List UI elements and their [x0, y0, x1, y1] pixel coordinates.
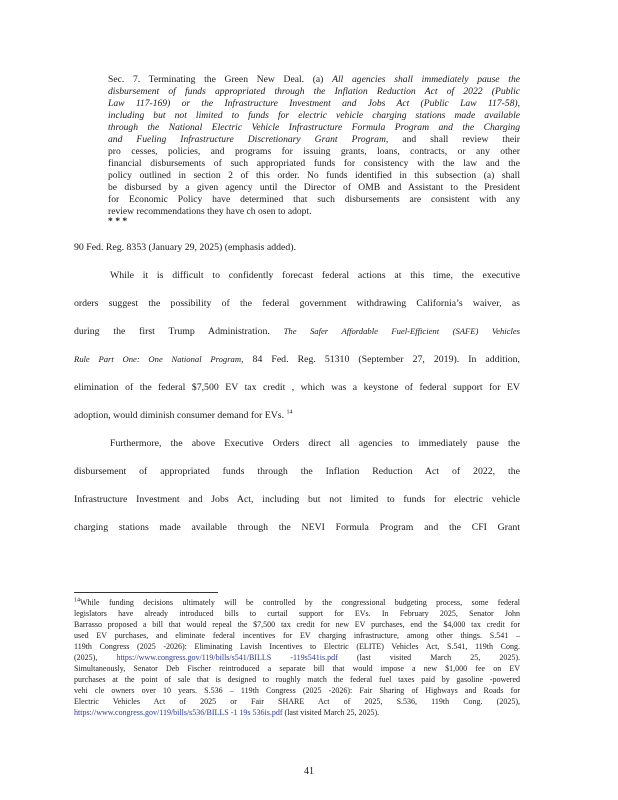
quote-ellipsis: * * *: [108, 216, 128, 227]
body-line: While it is difficult to confidently forecast federal actions at this time, the executive: [110, 270, 520, 281]
footnote-ref: 14: [286, 409, 293, 416]
body-line: orders suggest the possibility of the federal government withdrawing California’s waiver, as: [74, 298, 520, 309]
body-line: disbursement of appropriated funds through the Inflation Reduction Act of 2022, the: [74, 466, 520, 477]
body-line: charging stations made available through the NEVI Formula Program and the CFI Grant: [74, 522, 520, 533]
footnote-number: 14: [74, 597, 80, 604]
footnote-link-s536[interactable]: https://www.congress.gov/119/bills/s536/BILLS -1 19s 536is.pdf: [74, 708, 283, 717]
body-line: Infrastructure Investment and Jobs Act, including but not limited to funds for electric vehicle: [74, 494, 520, 505]
quote-line: review recommendations they have ch osen to adopt.: [108, 206, 312, 217]
footnote-line: $^{14}$While funding decisions ultimately will be controlled by the congressional budgeting process, some federal: [74, 597, 520, 607]
citation: 90 Fed. Reg. 8353 (January 29, 2025) (emphasis added).: [74, 242, 297, 253]
footnote-link-s541[interactable]: https://www.congress.gov/119/bills/s541/BILLS -119s541is.pdf: [116, 653, 338, 662]
quote-line: financial disbursements of such appropriated funds for consistency with the law and the: [108, 158, 520, 169]
quote-line: Law 117-169) or the Infrastructure Investment and Jobs Act (Public Law 117-58),: [108, 98, 520, 109]
footnote-line: (2025), https://www.congress.gov/119/bills/s541/BILLS -119s541is.pdf (last visited March 25, 2025).: [74, 653, 521, 662]
body-line: during the first Trump Administration. The Safer Affordable Fuel-Efficient (SAFE) Vehicles: [74, 326, 520, 337]
quote-line: through the National Electric Vehicle Infrastructure Formula Program and the Charging: [108, 122, 520, 133]
footnote-line: Barrasso proposed a bill that would repeal the $7,500 tax credit for new EV purchases, end the $4,000 tax credit for: [74, 620, 520, 629]
page-number: 41: [304, 766, 314, 777]
body-line: elimination of the federal $7,500 EV tax credit , which was a keystone of federal support for EV: [74, 382, 520, 393]
quote-line: policy outlined in section 2 of this order. No funds identified in this subsection (a) shall: [108, 170, 520, 181]
body-line: Furthermore, the above Executive Orders direct all agencies to immediately pause the: [110, 438, 520, 449]
body-line: adoption, would diminish consumer demand for EVs. $^{14}$: [74, 409, 293, 421]
footnote-line: used EV purchases, and eliminate federal incentives for EV charging infrastructure, among other things. S.541 –: [74, 631, 520, 640]
footnote-line: legislators have already introduced bills to curtail support for EVs. In February 2025, Senator John: [74, 609, 520, 618]
footnote-separator: [74, 592, 218, 593]
footnote-line: vehi cle owners over 10 years. S.536 – 119th Congress (2025 -2026): Fair Sharing of Highways and Roads for: [74, 686, 520, 695]
footnote-line: https://www.congress.gov/119/bills/s536/BILLS -1 19s 536is.pdf (last visited March 25, 2025).: [74, 708, 380, 717]
quote-line: for Economic Policy have determined that such disbursements are consistent with any: [108, 194, 520, 205]
quote-line: disbursement of funds appropriated through the Inflation Reduction Act of 2022 (Public: [108, 86, 520, 97]
footnote-line: 119th Congress (2025 -2026): Eliminating Lavish Incentives to Electric (ELITE) Vehicles Act, S.541, 119th Cong.: [74, 642, 520, 651]
quote-line: and Fueling Infrastructure Discretionary Grant Program, and shall review their: [108, 134, 520, 145]
footnote-line: purchases at the point of sale that is designed to roughly match the federal fuel taxes paid by gasoline -powered: [74, 675, 520, 684]
quote-line: Sec. 7. Terminating the Green New Deal. (a) All agencies shall immediately pause the: [108, 74, 520, 85]
quote-line: pro cesses, policies, and programs for issuing grants, loans, contracts, or any other: [108, 146, 520, 157]
quote-line: be disbursed by a given agency until the Director of OMB and Assistant to the President: [108, 182, 520, 193]
quote-line: including but not limited to funds for electric vehicle charging stations made available: [108, 110, 520, 121]
body-line: Rule Part One: One National Program, 84 Fed. Reg. 51310 (September 27, 2019). In addition,: [74, 354, 520, 365]
footnote-line: Simultaneously, Senator Deb Fischer reintroduced a separate bill that would impose a new $1,000 fee on EV: [74, 664, 520, 673]
footnote-line: Electric Vehicles Act of 2025 or Fair SHARE Act of 2025, S.536, 119th Cong. (2025),: [74, 697, 520, 706]
